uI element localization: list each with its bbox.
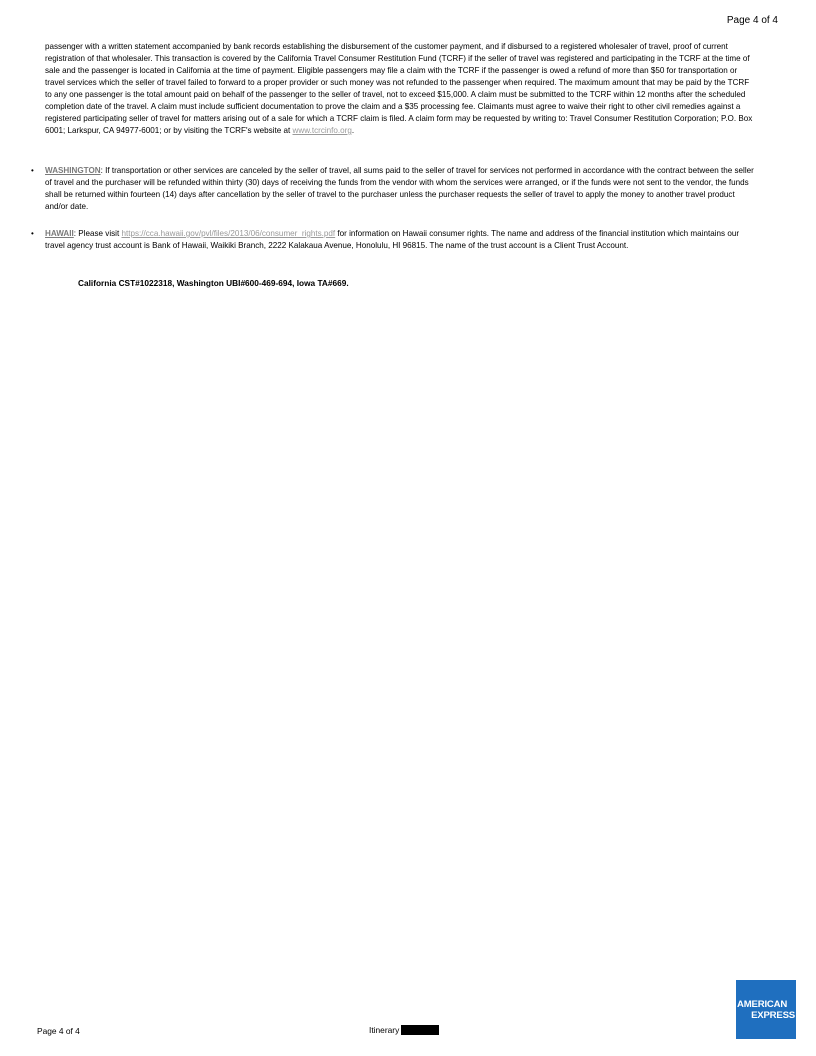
logo-line-2: EXPRESS — [751, 1009, 795, 1021]
washington-disclosure-text: : If transportation or other services are canceled by the seller of travel, all sums paid to the seller of travel for services not performed in accordance with the contract between the seller of travel and the purchaser will be refunded within thirty (30) days of receiving the funds from the vendor with whom the services were arranged, or if the funds were not sent to the vendor, the funds shall be returned within fourteen (14) days after cancellation by the seller of travel to the purchaser unless the purchaser requests the seller of travel to apply the money to another travel product and/or date. — [45, 166, 754, 211]
california-disclosure-paragraph — [45, 41, 755, 137]
hawaii-disclosure-text-end: for information on Hawaii consumer rights. The name and address of the financial institution which maintains our travel agency trust account is Bank of Hawaii, Waikiki Branch, 2222 Kalakaua Avenue, Honolulu, HI 96815. The name of the trust account is a Client Trust Account. — [45, 229, 740, 250]
bullet-icon: • — [31, 229, 34, 238]
itinerary-label — [369, 1025, 439, 1035]
bullet-icon: • — [31, 166, 34, 175]
california-disclosure-text: passenger with a written statement accompanied by bank records establishing the disbursement of the customer payment, and if disbursed to a registered wholesaler of travel, proof of current registration of that wholesaler. This transaction is covered by the California Travel Consumer Restitution Fund (TCRF) if the seller of travel was registered and participating in the TCRF at the time of sale and the passenger is located in California at the time of payment. Eligible passengers may file a claim with the TCRF if the passenger is owed a refund of more than $50 for transportation or travel services which the seller of travel failed to forward to a proper provider or such money was not refunded to the passenger when required. The maximum amount that may be paid by the TCRF to any one passenger is the total amount paid on behalf of the passenger to the seller of travel, not to exceed $15,000. A claim must be submitted to the TCRF within 12 months after the scheduled completion date of the travel. A claim must include sufficient documentation to prove the claim and a $35 processing fee. Claimants must agree to waive their right to other civil remedies against a registered participating seller of travel for matters arising out of a sale for which a TCRF claim is filed. A claim form may be requested by writing to: Travel Consumer Restitution Corporation; P.O. Box 6001; Larkspur, CA 94977-6001; or by visiting the TCRF's website at — [45, 42, 753, 135]
page-number-header: Page 4 of 4 — [726, 15, 778, 26]
american-express-logo — [736, 980, 796, 1039]
hawaii-link[interactable]: HAWAII — [45, 229, 74, 238]
california-disclosure-end: . — [351, 126, 355, 135]
hawaii-consumer-rights-link[interactable]: https://cca.hawaii.gov/pvl/files/2013/06/consumer_rights.pdf — [121, 229, 336, 238]
hawaii-disclosure-paragraph — [45, 228, 755, 252]
itinerary-text: Itinerary — [369, 1025, 400, 1035]
logo-line-1: AMERICAN — [737, 998, 788, 1010]
page-number-footer: Page 4 of 4 — [37, 1026, 80, 1036]
washington-link[interactable]: WASHINGTON — [45, 166, 101, 175]
tcrf-website-link[interactable]: www.tcrcinfo.org — [292, 126, 352, 135]
washington-disclosure-paragraph — [45, 165, 755, 213]
redacted-itinerary-number — [401, 1025, 439, 1035]
license-numbers: California CST#1022318, Washington UBI#600-469-694, Iowa TA#669. — [78, 278, 349, 288]
hawaii-disclosure-text: : Please visit — [73, 229, 122, 238]
